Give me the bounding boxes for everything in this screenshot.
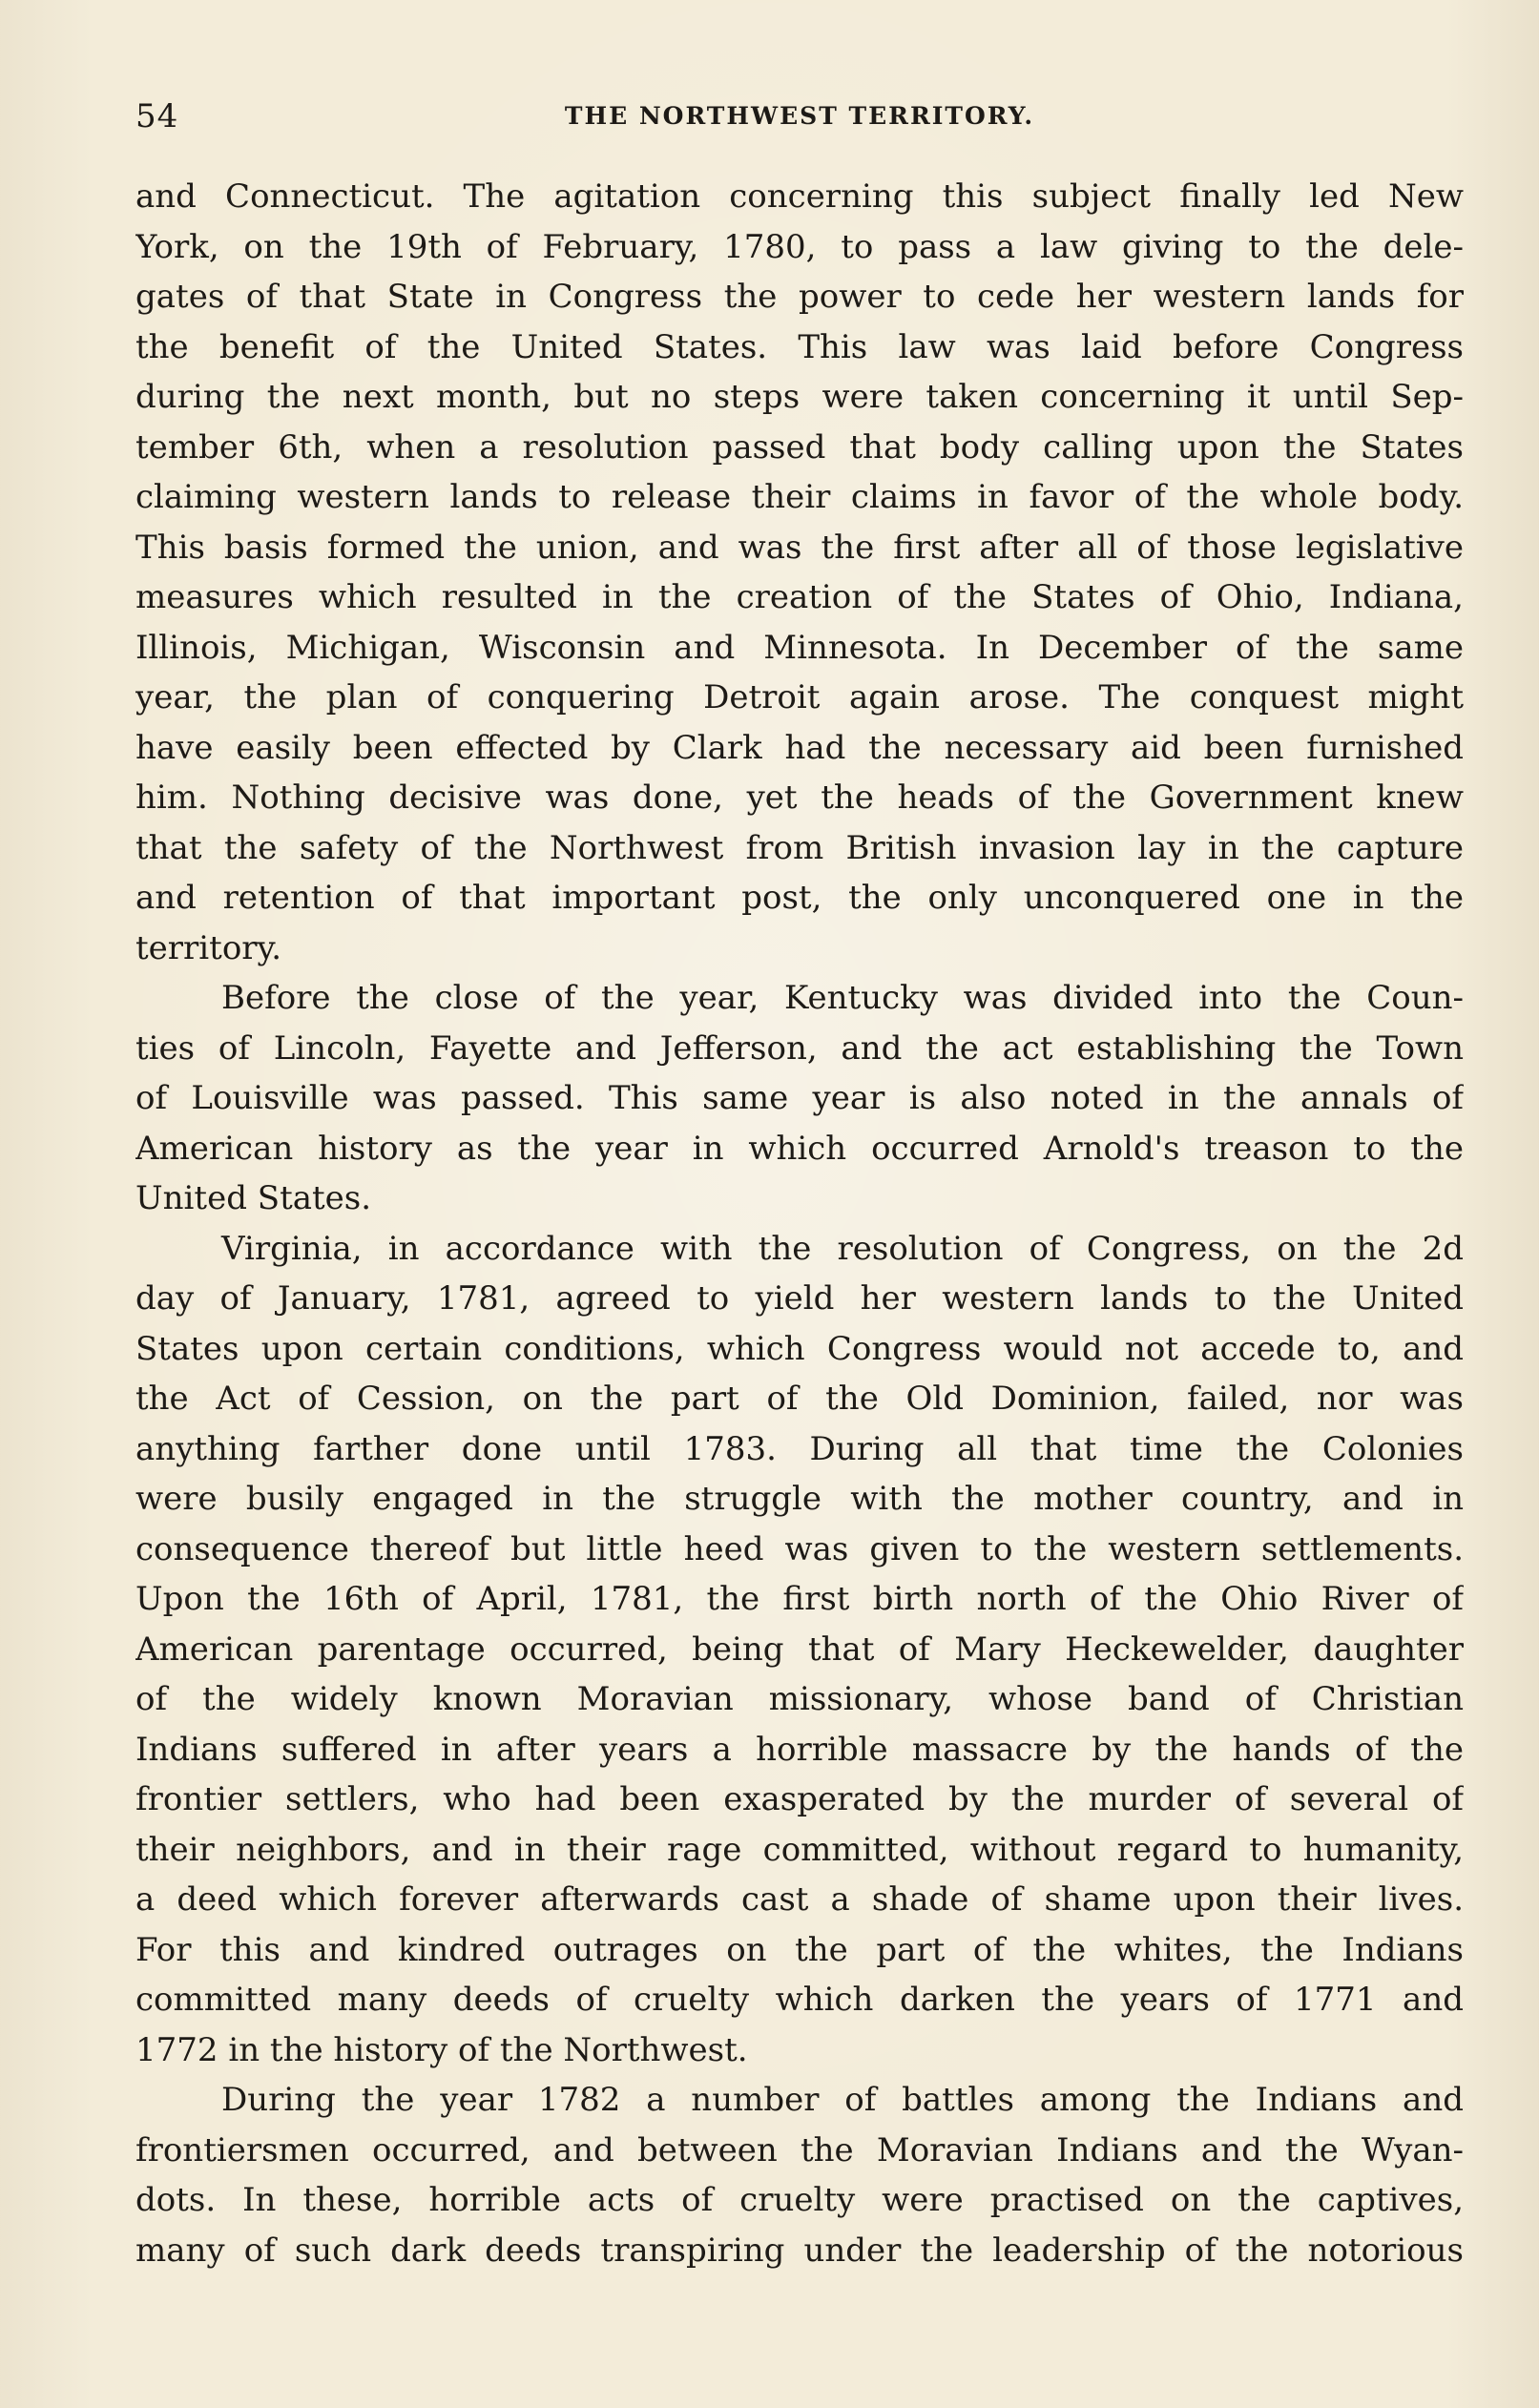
text-line: 1772 in the history of the Northwest. <box>135 2030 748 2069</box>
text-line: United States. <box>135 1179 372 1217</box>
text-line: the benefit of the United States. This law was laid before Congress <box>135 327 1464 366</box>
text-line: During the year 1782 a number of battles among the Indians and <box>221 2081 1464 2119</box>
text-line: consequence thereof but little heed was given to the western settlements. <box>135 1529 1464 1568</box>
text-line: of the widely known Moravian missionary, whose band of Christian <box>135 1680 1464 1718</box>
text-line: year, the plan of conquering Detroit again arose. The conquest might <box>135 678 1464 716</box>
page-number: 54 <box>135 97 179 135</box>
text-line: have easily been effected by Clark had the necessary aid been furnished <box>135 728 1464 767</box>
text-line: tember 6th, when a resolution passed that body calling upon the States <box>135 427 1464 467</box>
text-line: day of January, 1781, agreed to yield her western lands to the United <box>135 1279 1464 1318</box>
text-line: the Act of Cession, on the part of the Old Dominion, failed, nor was <box>135 1380 1464 1418</box>
text-line: claiming western lands to release their claims in favor of the whole body. <box>135 478 1464 516</box>
page-header <box>135 93 1464 139</box>
text-line: dots. In these, horrible acts of cruelty were practised on the captives, <box>135 2181 1464 2219</box>
running-title: THE NORTHWEST TERRITORY. <box>564 102 1035 130</box>
text-line: and Connecticut. The agitation concerning this subject finally led New <box>135 177 1464 216</box>
body-text <box>135 172 1464 2275</box>
text-line: of Louisville was passed. This same year is also noted in the annals of <box>135 1079 1464 1117</box>
text-line: anything farther done until 1783. During all that time the Colonies <box>135 1429 1464 1468</box>
text-line: Upon the 16th of April, 1781, the first birth north of the Ohio River of <box>135 1580 1464 1618</box>
text-line: ties of Lincoln, Fayette and Jefferson, and the act establishing the Town <box>135 1028 1464 1068</box>
text-line: frontiersmen occurred, and between the Moravian Indians and the Wyan- <box>135 2130 1464 2169</box>
text-line: and retention of that important post, the only unconquered one in the <box>135 879 1464 917</box>
text-line: American history as the year in which occurred Arnold's treason to the <box>135 1129 1464 1168</box>
text-line: gates of that State in Congress the power to cede her western lands for <box>135 278 1464 316</box>
text-line: Before the close of the year, Kentucky was divided into the Coun- <box>221 979 1464 1017</box>
text-line: committed many deeds of cruelty which darken the years of 1771 and <box>135 1981 1464 2019</box>
text-line: Virginia, in accordance with the resolution of Congress, on the 2d <box>221 1229 1464 1268</box>
text-line: their neighbors, and in their rage committed, without regard to humanity, <box>135 1830 1464 1869</box>
text-line: States upon certain conditions, which Congress would not accede to, and <box>135 1329 1464 1368</box>
text-line: many of such dark deeds transpiring under the leadership of the notorious <box>135 2231 1464 2270</box>
text-line: For this and kindred outrages on the part of the whites, the Indians <box>135 1930 1464 1969</box>
text-line: Illinois, Michigan, Wisconsin and Minnesota. In December of the same <box>135 628 1464 667</box>
text-line: measures which resulted in the creation of the States of Ohio, Indiana, <box>135 578 1464 616</box>
text-line: frontier settlers, who had been exasperated by the murder of several of <box>135 1780 1464 1818</box>
text-line: Indians suffered in after years a horrible massacre by the hands of the <box>135 1730 1464 1769</box>
text-line: This basis formed the union, and was the first after all of those legislative <box>135 528 1464 567</box>
text-line: during the next month, but no steps were taken concerning it until Sep- <box>135 378 1464 416</box>
text-line: that the safety of the Northwest from British invasion lay in the capture <box>135 828 1464 867</box>
text-line: territory. <box>135 928 282 967</box>
text-line: York, on the 19th of February, 1780, to pass a law giving to the dele- <box>135 227 1464 266</box>
text-line: American parentage occurred, being that of Mary Heckewelder, daughter <box>135 1630 1464 1669</box>
text-line: him. Nothing decisive was done, yet the heads of the Government knew <box>135 778 1464 817</box>
text-line: a deed which forever afterwards cast a shade of shame upon their lives. <box>135 1880 1464 1919</box>
text-line: were busily engaged in the struggle with the mother country, and in <box>135 1480 1464 1518</box>
